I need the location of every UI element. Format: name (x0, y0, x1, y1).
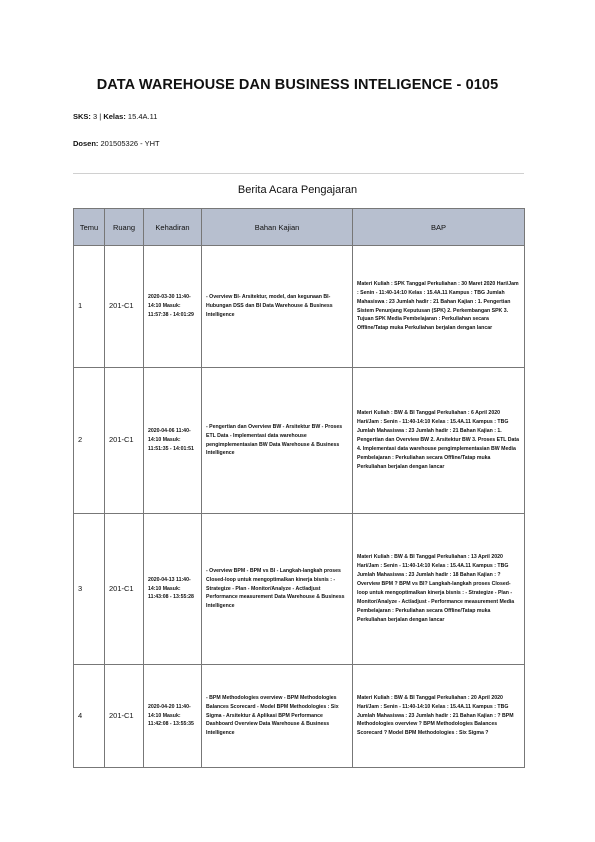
sks-kelas-line (73, 112, 157, 121)
ruang-cell: 201-C1 (105, 665, 144, 768)
temu-cell: 2 (74, 368, 105, 514)
table-row (74, 665, 525, 768)
header-bahan-kajian: Bahan Kajian (202, 209, 353, 246)
header-temu: Temu (74, 209, 105, 246)
dosen-line (73, 139, 160, 148)
dosen-label: Dosen: (73, 139, 99, 148)
section-title: Berita Acara Pengajaran (237, 184, 358, 196)
ruang-cell: 201-C1 (105, 368, 144, 514)
table-row (74, 514, 525, 665)
sks-value: 3 | (93, 112, 104, 121)
kehadiran-cell: 2020-04-20 11:40-14:10 Masuk: 11:42:08 - 13:55:35 (144, 665, 202, 768)
ruang-cell: 201-C1 (105, 514, 144, 665)
kelas-label: Kelas: (103, 112, 126, 121)
bap-cell: Materi Kuliah : BW & BI Tanggal Perkuliahan : 20 April 2020 Hari/Jam : Senin - 11:40-14:10 Kelas : 15.4A.11 Kampus : TBG Jumlah Mahasiswa : 23 Jumlah hadir : 21 Bahan Kajian : ? BPM Methodologies overview ? BPM Methodologies Balances Scorecard ? Model BPM Methodologies : Six Sigma ? (353, 665, 525, 768)
bahan-kajian-cell: - Overview BPM - BPM vs BI - Langkah-langkah proses Closed-loop untuk mengoptimalkan kinerja bisnis : - Strategize - Plan - Monitor/Analyze - Act/adjust Performance measurement Data Warehouse & Business Intelligence (202, 514, 353, 665)
bahan-kajian-cell: - BPM Methodologies overview - BPM Methodologies Balances Scorecard - Model BPM Methodologies : Six Sigma - Arsitektur & Aplikasi BPM Performance Dashboard Overview Data Warehouse & Business Intelligence (202, 665, 353, 768)
bap-table (73, 208, 525, 768)
bap-cell: Materi Kuliah : BW & BI Tanggal Perkuliahan : 6 April 2020 Hari/Jam : Senin - 11:40-14:10 Kelas : 15.4A.11 Kampus : TBG Jumlah Mahasiswa : 23 Jumlah hadir : 21 Bahan Kajian : 1. Pengertian dan Overview BW 2. Arsitektur BW 3. Proses ETL Data 4. Implementasi data warehouse pengimplementasian BW Media Pembelajaran : Perkuliahan secara Offline/Tatap muka Perkuliahan berjalan dengan lancar (353, 368, 525, 514)
header-bap: BAP (353, 209, 525, 246)
kehadiran-cell: 2020-04-06 11:40-14:10 Masuk: 11:51:35 - 14:01:51 (144, 368, 202, 514)
table-row (74, 246, 525, 368)
temu-cell: 3 (74, 514, 105, 665)
bap-cell: Materi Kuliah : SPK Tanggal Perkuliahan : 30 Maret 2020 Hari/Jam : Senin - 11:40-14:10 Kelas : 15.4A.11 Kampus : TBG Jumlah Mahasiswa : 23 Jumlah hadir : 21 Bahan Kajian : 1. Pengertian Sistem Penunjang Keputusan (SPK) 2. Perkembangan SPK 3. Tujuan SPK Media Pembelajaran : Perkuliahan secara Offline/Tatap muka Perkuliahan berjalan dengan lancar (353, 246, 525, 368)
temu-cell: 1 (74, 246, 105, 368)
bap-cell: Materi Kuliah : BW & BI Tanggal Perkuliahan : 13 April 2020 Hari/Jam : Senin - 11:40-14:10 Kelas : 15.4A.11 Kampus : TBG Jumlah Mahasiswa : 23 Jumlah hadir : 18 Bahan Kajian : ? Overview BPM ? BPM vs BI? Langkah-langkah proses Closed-loop untuk mengoptimalkan kinerja bisnis : - Strategize - Plan - Monitor/Analyze - Act/adjust - Performance measurement Media Pembelajaran : Perkuliahan secara Offline/Tatap muka Perkuliahan berjalan dengan lancar (353, 514, 525, 665)
temu-cell: 4 (74, 665, 105, 768)
divider (73, 173, 524, 174)
document-title: DATA WAREHOUSE DAN BUSINESS INTELIGENCE - 0105 (96, 77, 499, 93)
header-kehadiran: Kehadiran (144, 209, 202, 246)
kehadiran-cell: 2020-03-30 11:40-14:10 Masuk: 11:57:38 - 14:01:29 (144, 246, 202, 368)
bahan-kajian-cell: - Overview BI- Arsitektur, model, dan kegunaan BI- Hubungan DSS dan BI Data Warehouse & Business Intelligence (202, 246, 353, 368)
table-row (74, 368, 525, 514)
kehadiran-cell: 2020-04-13 11:40-14:10 Masuk: 11:43:08 - 13:55:28 (144, 514, 202, 665)
dosen-value: 201505326 - YHT (100, 139, 160, 148)
table-header-row (74, 209, 525, 246)
sks-label: SKS: (73, 112, 91, 121)
header-ruang: Ruang (105, 209, 144, 246)
kelas-value: 15.4A.11 (127, 112, 158, 121)
bahan-kajian-cell: - Pengertian dan Overview BW - Arsitektur BW - Proses ETL Data - Implementasi data warehouse pengimplementasian BW Data Warehouse & Business Intelligence (202, 368, 353, 514)
ruang-cell: 201-C1 (105, 246, 144, 368)
